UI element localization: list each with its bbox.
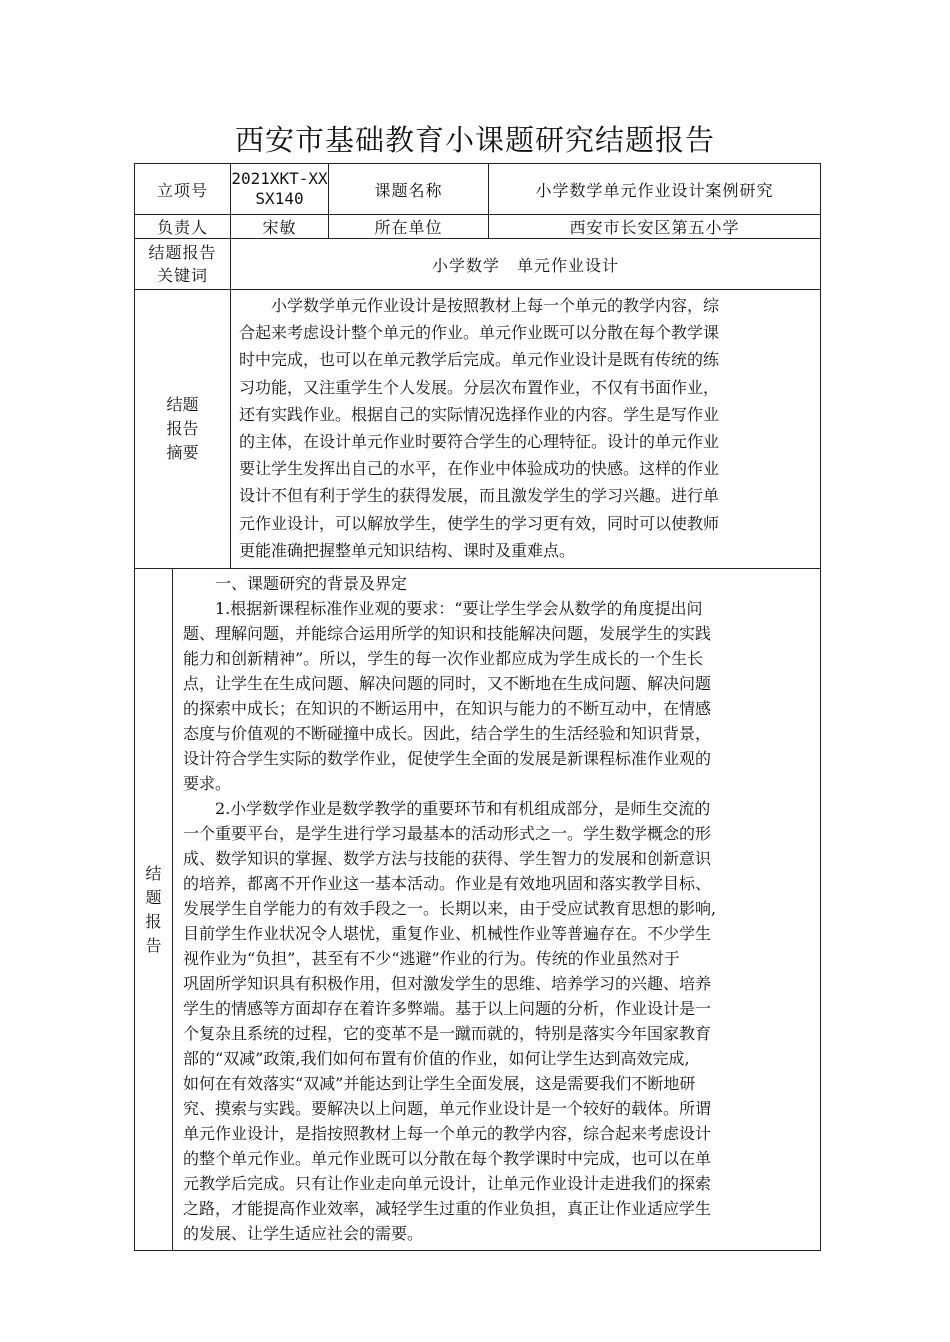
keywords-label-line-1: 结题报告 xyxy=(148,243,217,262)
report-heading: 一、课题研究的背景及界定 xyxy=(215,574,408,594)
report-line: 如何在有效落实“双减”并能达到让学生全面发展，这是需要我们不断地研 xyxy=(183,1074,696,1094)
report-label-char: 告 xyxy=(145,935,162,955)
report-line: 单元作业设计，是指按照教材上每一个单元的教学内容，综合起来考虑设计 xyxy=(183,1124,712,1144)
unit-value: 西安市长安区第五小学 xyxy=(489,215,821,239)
report-label-char: 结 xyxy=(145,863,162,883)
abstract-line: 要让学生发挥出自己的水平，在作业中体验成功的快感。这样的作业 xyxy=(239,459,720,479)
report-content xyxy=(173,569,821,1251)
abstract-content xyxy=(231,290,821,569)
report-line: 学生的情感等方面却存在着许多弊端。基于以上问题的分析，作业设计是一 xyxy=(183,999,712,1019)
abstract-label-line-3: 摘要 xyxy=(166,443,199,463)
row-keywords xyxy=(135,239,821,290)
abstract-line: 更能准确把握整单元知识结构、课时及重难点。 xyxy=(239,540,576,560)
report-line: 的探索中成长；在知识的不断运用中，在知识与能力的不断互动中，在情感 xyxy=(183,699,712,719)
report-label-char: 报 xyxy=(145,911,162,931)
report-line: 个复杂且系统的过程，它的变革不是一蹴而就的，特别是落实今年国家教育 xyxy=(183,1024,712,1044)
abstract-line: 设计不但有利于学生的获得发展，而且激发学生的学习兴趣。进行单 xyxy=(239,486,720,506)
report-line: 设计符合学生实际的数学作业，促使学生全面的发展是新课程标准作业观的 xyxy=(183,749,712,769)
keywords-label xyxy=(135,239,231,290)
abstract-label-line-1: 结题 xyxy=(166,395,199,415)
keywords-value: 小学数学 单元作业设计 xyxy=(231,239,821,290)
report-line: 的整个单元作业。单元作业既可以分散在每个教学课时中完成，也可以在单 xyxy=(183,1149,712,1169)
report-line: 巩固所学知识具有积极作用，但对激发学生的思维、培养学习的兴趣、培养 xyxy=(183,974,712,994)
report-line: 能力和创新精神”。所以，学生的每一次作业都应成为学生成长的一个生长 xyxy=(183,649,704,669)
leader-label: 负责人 xyxy=(135,215,231,239)
report-line: 题、理解问题，并能综合运用所学的知识和技能解决问题，发展学生的实践 xyxy=(183,624,712,644)
abstract-line: 的主体，在设计单元作业时要符合学生的心理特征。设计的单元作业 xyxy=(239,432,720,452)
report-line: 态度与价值观的不断碰撞中成长。因此，结合学生的生活经验和知识背景， xyxy=(183,724,712,744)
row-leader-info xyxy=(135,215,821,239)
report-line: 成、数学知识的掌握、数学方法与技能的获得、学生智力的发展和创新意识 xyxy=(183,849,712,869)
abstract-line: 还有实践作业。根据自己的实际情况选择作业的内容。学生是写作业 xyxy=(239,404,720,424)
report-form-table xyxy=(134,163,821,1251)
keywords-label-line-2: 关键词 xyxy=(157,266,209,285)
row-report xyxy=(135,569,821,1251)
report-line: 视作业为“负担”，甚至有不少“逃避”作业的行为。传统的作业虽然对于 xyxy=(183,949,680,969)
abstract-line: 时中完成，也可以在单元教学后完成。单元作业设计是既有传统的练 xyxy=(239,350,720,370)
page-title: 西安市基础教育小课题研究结题报告 xyxy=(234,123,715,157)
report-line: 点，让学生在生成问题、解决问题的同时，又不断地在生成问题、解决问题 xyxy=(183,674,712,694)
report-line: 目前学生作业状况令人堪忧，重复作业、机械性作业等普遍存在。不少学生 xyxy=(183,924,712,944)
project-no-label: 立项号 xyxy=(135,164,231,215)
abstract-label-line-2: 报告 xyxy=(166,419,199,439)
project-no-line-1: 2021XKT-XX xyxy=(231,169,328,188)
project-no-line-2: SX140 xyxy=(255,189,304,208)
abstract-line: 合起来考虑设计整个单元的作业。单元作业既可以分散在每个教学课 xyxy=(239,323,720,343)
report-line: 部的“双减”政策,我们如何布置有价值的作业，如何让学生达到高效完成, xyxy=(183,1049,690,1069)
unit-label: 所在单位 xyxy=(329,215,489,239)
abstract-line: 元作业设计，可以解放学生，使学生的学习更有效，同时可以使教师 xyxy=(239,513,720,533)
report-label xyxy=(135,569,173,1251)
row-abstract xyxy=(135,290,821,569)
row-project-info xyxy=(135,164,821,215)
topic-value: 小学数学单元作业设计案例研究 xyxy=(489,164,821,215)
project-no-value xyxy=(231,164,329,215)
report-label-char: 题 xyxy=(145,887,162,907)
abstract-line: 小学数学单元作业设计是按照教材上每一个单元的教学内容，综 xyxy=(271,296,720,315)
abstract-label xyxy=(135,290,231,569)
report-line: 元教学后完成。只有让作业走向单元设计，让单元作业设计走进我们的探索 xyxy=(183,1174,712,1194)
topic-label: 课题名称 xyxy=(329,164,489,215)
abstract-line: 习功能，又注重学生个人发展。分层次布置作业，不仅有书面作业， xyxy=(239,377,720,397)
report-line: 究、摸索与实践。要解决以上问题，单元作业设计是一个较好的载体。所谓 xyxy=(183,1099,712,1119)
report-line: 之路，才能提高作业效率，减轻学生过重的作业负担，真正让作业适应学生 xyxy=(183,1199,712,1219)
leader-value: 宋敏 xyxy=(231,215,329,239)
report-line: 2.小学数学作业是数学教学的重要环节和有机组成部分，是师生交流的 xyxy=(215,799,711,819)
report-line: 发展学生自学能力的有效手段之一。长期以来，由于受应试教育思想的影响, xyxy=(183,899,717,919)
report-line: 一个重要平台，是学生进行学习最基本的活动形式之一。学生数学概念的形 xyxy=(183,824,712,844)
report-line: 要求。 xyxy=(183,774,232,794)
report-line: 的培养，都离不开作业这一基本活动。作业是有效地巩固和落实教学目标、 xyxy=(183,874,712,894)
report-line: 1.根据新课程标准作业观的要求：“要让学生学会从数学的角度提出问 xyxy=(215,599,703,619)
report-line: 的发展、让学生适应社会的需要。 xyxy=(183,1224,424,1244)
